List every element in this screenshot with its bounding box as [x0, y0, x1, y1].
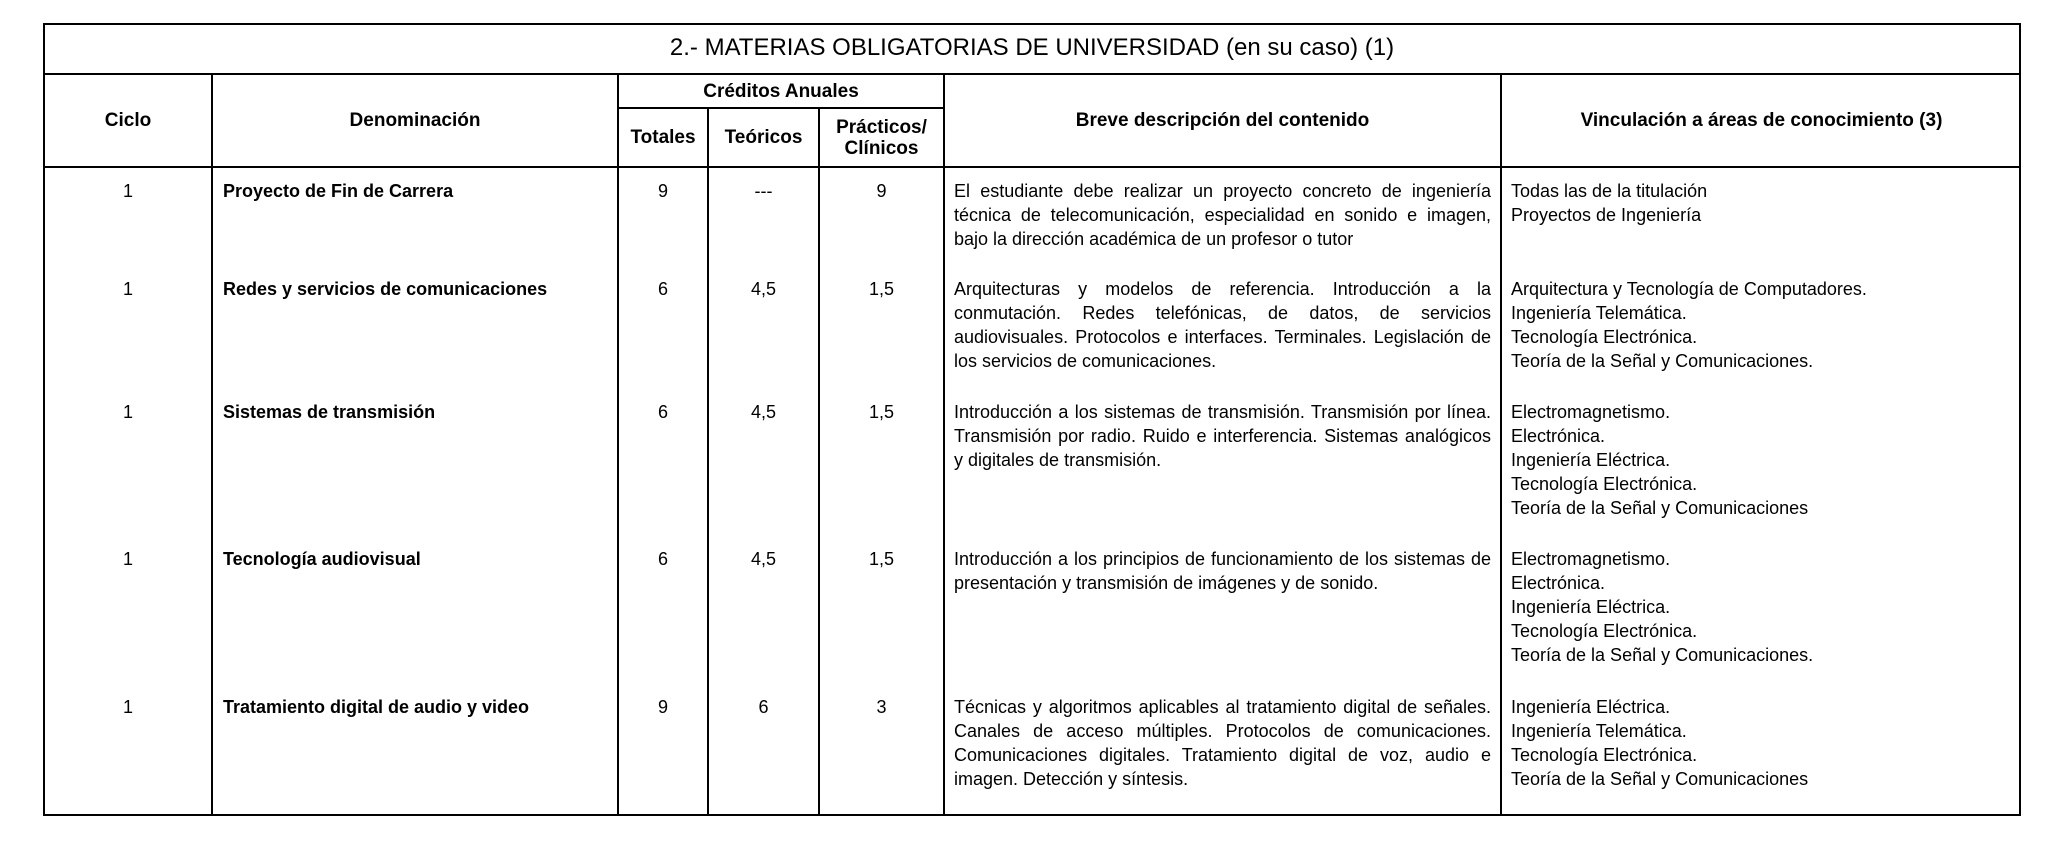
cell-ciclo: 1 [122, 697, 133, 717]
area-item: Arquitectura y Tecnología de Computadores. [1511, 279, 1867, 299]
area-item: Ingeniería Eléctrica. [1511, 450, 1671, 470]
table-title: 2.- MATERIAS OBLIGATORIAS DE UNIVERSIDAD (en su caso) (1) [45, 25, 2019, 75]
cell-totales: 9 [657, 697, 668, 717]
area-item: Electrónica. [1511, 573, 1606, 593]
area-item: Ingeniería Eléctrica. [1511, 697, 1671, 717]
cell-descripcion: Arquitecturas y modelos de referencia. Introducción a la conmutación. Redes telefónicas, de datos, de servicios audiovisuales. Protocolos e interfaces. Terminales. Legislación de los servicios de comunicaciones. [954, 279, 1491, 371]
cell-denominacion: Proyecto de Fin de Carrera [223, 181, 454, 201]
col-divider [943, 73, 945, 814]
cell-teoricos: 4,5 [750, 549, 777, 569]
cell-areas [1511, 695, 2016, 791]
cell-teoricos: --- [754, 181, 773, 201]
area-item: Tecnología Electrónica. [1511, 474, 1698, 494]
header-creditos: Créditos Anuales [703, 80, 859, 102]
header-ciclo: Ciclo [104, 110, 152, 131]
area-item: Electromagnetismo. [1511, 402, 1671, 422]
col-divider [211, 73, 213, 814]
header-denominacion: Denominación [349, 110, 481, 131]
subjects-table [43, 23, 2021, 816]
cell-ciclo: 1 [122, 181, 133, 201]
cell-practicos: 3 [876, 697, 887, 717]
area-item: Ingeniería Telemática. [1511, 303, 1687, 323]
area-item: Electromagnetismo. [1511, 549, 1671, 569]
header-vinculacion: Vinculación a áreas de conocimiento (3) [1580, 110, 1943, 131]
cell-denominacion: Tratamiento digital de audio y video [223, 697, 530, 717]
cell-totales: 6 [657, 549, 668, 569]
area-item: Proyectos de Ingeniería [1511, 205, 1702, 225]
area-item: Teoría de la Señal y Comunicaciones. [1511, 351, 1814, 371]
col-divider [1500, 73, 1502, 814]
cell-teoricos: 4,5 [750, 279, 777, 299]
cell-descripcion: Introducción a los principios de funcionamiento de los sistemas de presentación y transmisión de imágenes y de sonido. [954, 549, 1491, 593]
cell-teoricos: 4,5 [750, 402, 777, 422]
cell-practicos: 1,5 [868, 402, 895, 422]
cell-denominacion: Redes y servicios de comunicaciones [223, 279, 548, 299]
cell-ciclo: 1 [122, 549, 133, 569]
area-item: Teoría de la Señal y Comunicaciones [1511, 498, 1809, 518]
cell-practicos: 9 [876, 181, 887, 201]
cell-denominacion: Sistemas de transmisión [223, 402, 436, 422]
header-practicos: Prácticos/ Clínicos [836, 116, 927, 159]
cell-areas [1511, 547, 2016, 667]
area-item: Tecnología Electrónica. [1511, 621, 1698, 641]
area-item: Teoría de la Señal y Comunicaciones [1511, 769, 1809, 789]
cell-totales: 9 [657, 181, 668, 201]
area-item: Electrónica. [1511, 426, 1606, 446]
area-item: Ingeniería Eléctrica. [1511, 597, 1671, 617]
header-divider [45, 166, 2019, 168]
cell-areas [1511, 400, 2016, 520]
cell-denominacion: Tecnología audiovisual [223, 549, 421, 569]
area-item: Tecnología Electrónica. [1511, 745, 1698, 765]
cell-teoricos: 6 [758, 697, 769, 717]
cell-ciclo: 1 [122, 279, 133, 299]
cell-ciclo: 1 [122, 402, 133, 422]
header-teoricos: Teóricos [724, 127, 803, 148]
cell-descripcion: Técnicas y algoritmos aplicables al tratamiento digital de señales. Canales de acceso múltiples. Protocolos de comunicaciones. Comunicaciones digitales. Tratamiento digital de voz, audio e imagen. Detección y síntesis. [954, 697, 1491, 789]
cell-areas [1511, 179, 2016, 227]
cell-totales: 6 [657, 279, 668, 299]
area-item: Tecnología Electrónica. [1511, 327, 1698, 347]
area-item: Teoría de la Señal y Comunicaciones. [1511, 645, 1814, 665]
cell-descripcion: El estudiante debe realizar un proyecto concreto de ingeniería técnica de telecomunicación, especialidad en sonido e imagen, bajo la dirección académica de un profesor o tutor [954, 181, 1491, 249]
header-descripcion: Breve descripción del contenido [1075, 110, 1370, 131]
cell-totales: 6 [657, 402, 668, 422]
cell-practicos: 1,5 [868, 279, 895, 299]
area-item: Todas las de la titulación [1511, 181, 1708, 201]
cell-areas [1511, 277, 2016, 373]
header-totales: Totales [630, 127, 696, 148]
cell-descripcion: Introducción a los sistemas de transmisión. Transmisión por línea. Transmisión por radio. Ruido e interferencia. Sistemas analógicos y digitales de transmisión. [954, 402, 1491, 470]
cell-practicos: 1,5 [868, 549, 895, 569]
area-item: Ingeniería Telemática. [1511, 721, 1687, 741]
